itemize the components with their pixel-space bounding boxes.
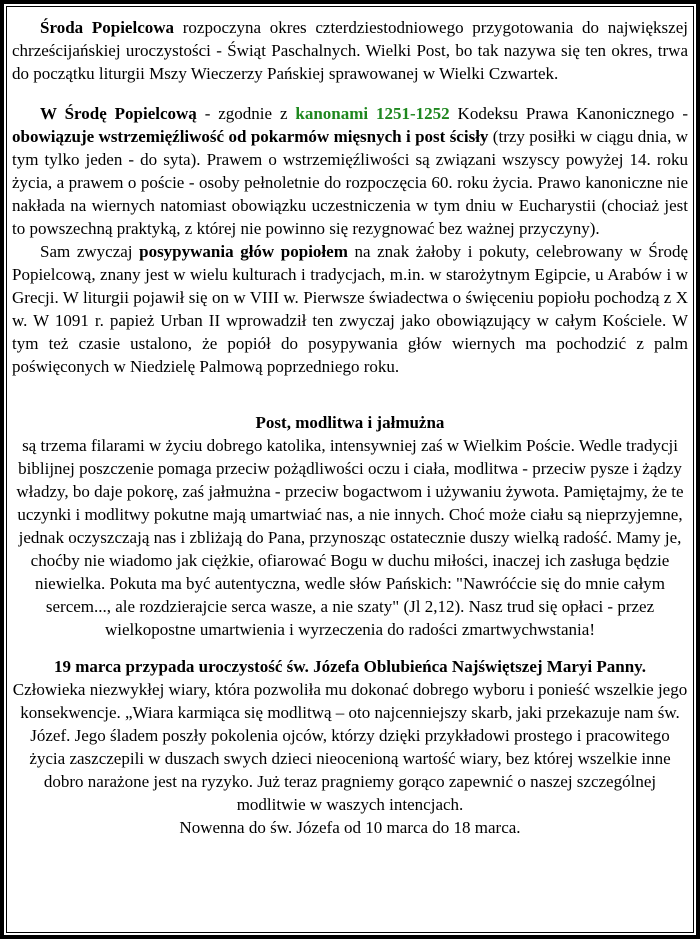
paragraph-novena: Nowenna do św. Józefa od 10 marca do 18 marca. — [179, 818, 521, 837]
ash-wednesday-dative-term: W Środę Popielcową — [40, 104, 197, 123]
ashes-text-2: na znak żałoby i pokuty, celebrowany w Środę Popielcową, znany jest w wielu kulturach i tradycjach, m.in. w starożytnym Egipcie, u Arabów i w Grecji. W liturgii pojawił się on w VIII w. Pierwsze świadectwa o święceniu popiołu pochodzą z X w. W 1091 r. papież Urban II wprowadził ten zwyczaj jako obowiązujący w całym Kościele. W tym też czasie ustalono, że popiół do posypywania głów wiernych ma pochodzić z palm poświęconych w Niedzielę Palmową poprzedniego roku. — [12, 242, 688, 376]
sprinkling-ashes-term: posypywania głów popiołem — [139, 242, 348, 261]
abstinence-rule-term: obowiązuje wstrzemięźliwość od pokarmów mięsnych i post ścisły — [12, 127, 489, 146]
document-inner-frame — [6, 6, 694, 933]
heading-pillars: Post, modlitwa i jałmużna — [255, 413, 445, 432]
fasting-text-1: - zgodnie z — [196, 104, 296, 123]
paragraph-fasting-rules — [12, 102, 688, 240]
ashes-text-1: Sam zwyczaj — [40, 242, 140, 261]
fasting-text-3: (trzy posiłki w ciągu dnia, w tym tylko jeden - do syta). Prawem o wstrzemięźliwości są związani wszyscy powyżej 14. roku życia, a prawem o poście - osoby pełnoletnie do rozpoczęcia 60. roku życia. Prawo kanoniczne nie nakłada na wiernych natomiast obowiązku uczestniczenia w tym dniu w Eucharystii (chociaż jest to powszechną praktyką, z której nie powinno się rezygnować bez ważnej przyczyny). — [12, 127, 688, 238]
paragraph-pillars-body: są trzema filarami w życiu dobrego katolika, intensywniej zaś w Wielkim Poście. Wedle tradycji biblijnej poszczenie pomaga przeciw pożądliwości oczu i ciała, modlitwa - przeciw pysze i żądzy władzy, bo daje pokorę, zaś jałmużna - przeciw bogactwom i używaniu żywota. Pamiętajmy, że te uczynki i modlitwy pokutne mają umartwiać nas, a nie innych. Choć może ciału są nieprzyjemne, jednak oczyszczają nas i zbliżają do Pana, przynosząc ostatecznie duszy wielką radość. Mamy je, choćby nie wiadomo jak ciężkie, ofiarować Bogu w duchu miłości, inaczej ich zasługa będzie niewielka. Pokuta ma być autentyczna, wedle słów Pańskich: "Nawróćcie się do mnie całym sercem..., ale rozdzierajcie serca wasze, a nie szaty" (Jl 2,12). Nasz trud się opłaci - przez wielkopostne umartwienia i wyrzeczenia do radości zmartwychwstania! — [16, 436, 684, 639]
paragraph-ashes-history — [12, 240, 688, 378]
paragraph-ash-wednesday-intro — [12, 16, 688, 85]
heading-st-joseph: 19 marca przypada uroczystość św. Józefa Oblubieńca Najświętszej Maryi Panny. — [54, 657, 646, 676]
ash-wednesday-term: Środa Popielcowa — [40, 18, 175, 37]
canon-law-reference: kanonami 1251-1252 — [295, 104, 450, 123]
paragraph-st-joseph-body: Człowieka niezwykłej wiary, która pozwoliła mu dokonać dobrego wyboru i ponieść wszelkie jego konsekwencje. „Wiara karmiąca się modlitwą – oto najcenniejszy skarb, jaki przekazuje nam św. Józef. Jego śladem poszły pokolenia ojców, którzy dzięki przykładowi prostego i pracowitego życia zaszczepili w duszach swych dzieci nieocenioną wartość wiary, bez której wszelkie inne dobro narażone jest na ryzyko. Już teraz pragniemy gorąco zapewnić o naszej szczególnej modlitwie w waszych intencjach. — [12, 680, 688, 814]
intro-text: rozpoczyna okres czterdziestodniowego przygotowania do największej chrześcijańskiej uroczystości - Świąt Paschalnych. Wielki Post, bo tak nazywa się ten okres, trwa do początku liturgii Mszy Wieczerzy Pańskiej sprawowanej w Wielki Czwartek. — [12, 18, 688, 83]
fasting-text-2: Kodeksu Prawa Kanonicznego - — [449, 104, 688, 123]
